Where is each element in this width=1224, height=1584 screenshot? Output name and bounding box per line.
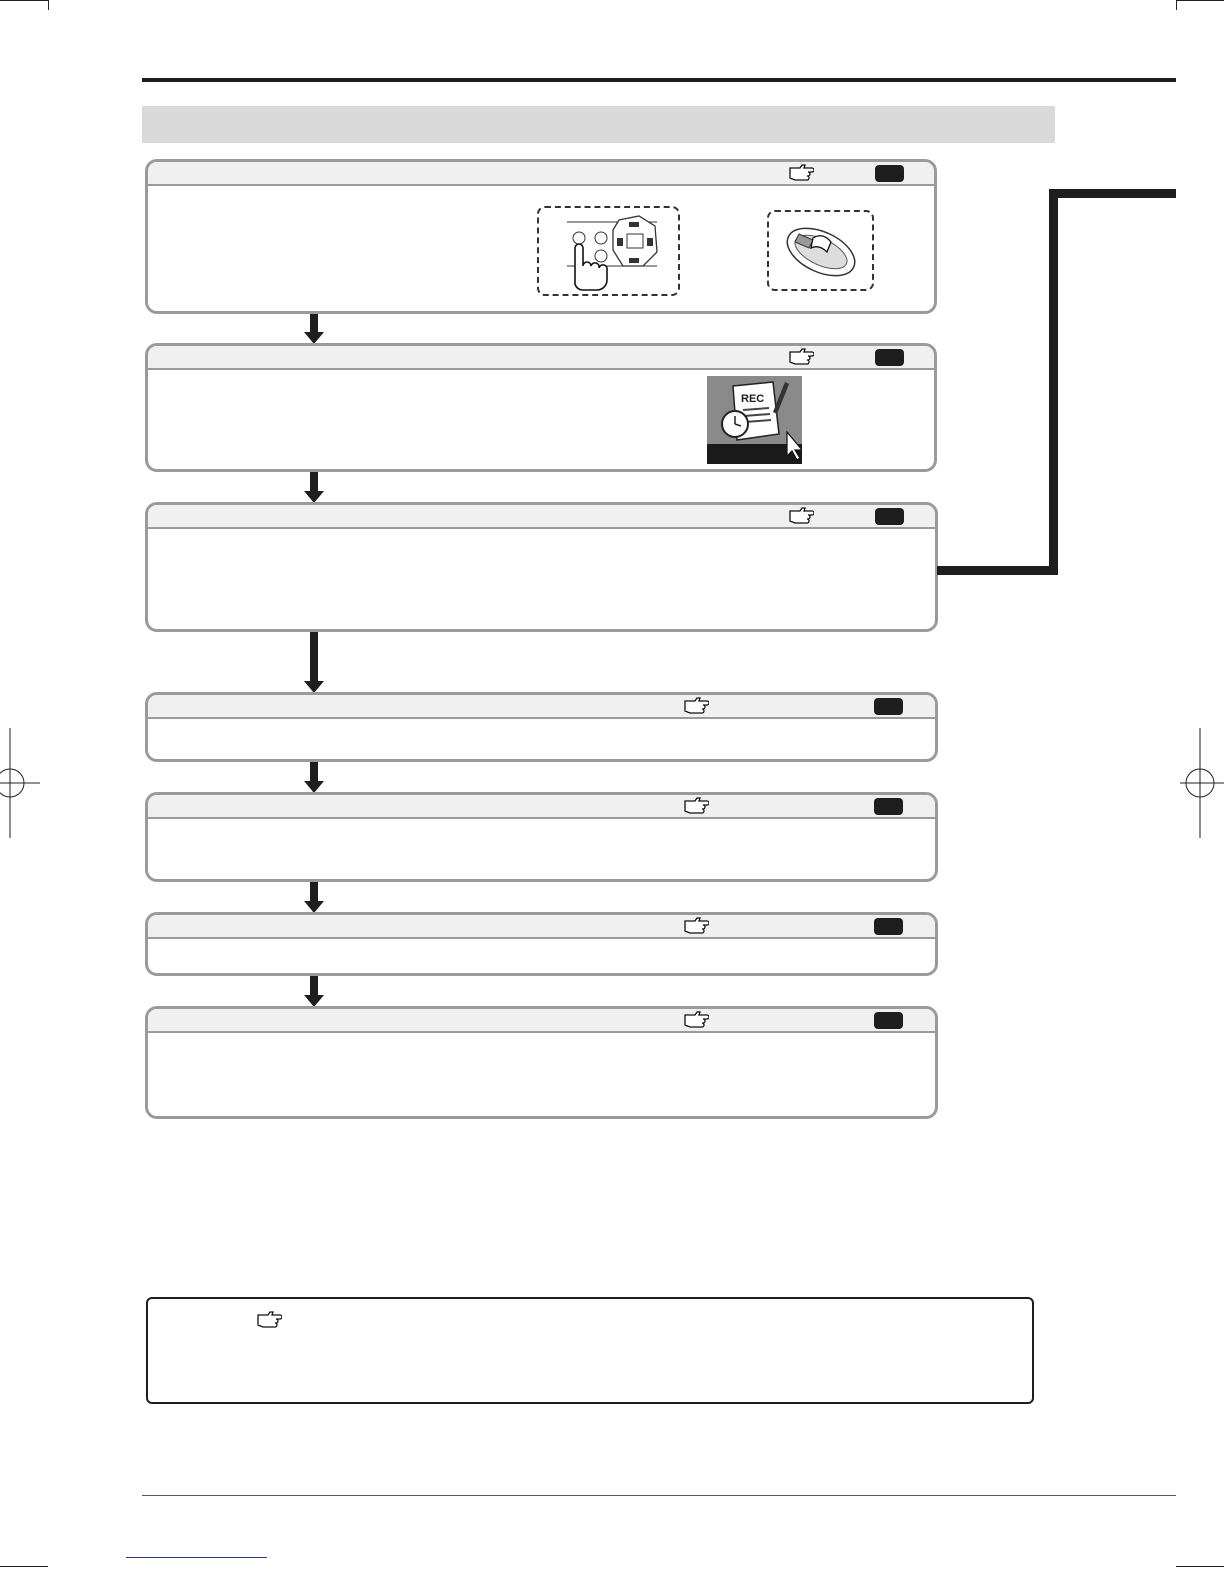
crop-mark-top-right-v (1176, 0, 1177, 10)
pointing-hand-icon (788, 348, 814, 366)
step-6-header (148, 915, 935, 939)
page-ref-badge (875, 165, 904, 182)
step-7-box (145, 1006, 938, 1119)
crop-mark-top-left (0, 0, 48, 1)
flow-arrow-4 (304, 762, 324, 793)
return-path-line-vertical (1049, 189, 1058, 575)
pointing-hand-icon (683, 1011, 709, 1029)
step-1-header (148, 162, 934, 186)
step-3-header (148, 505, 935, 529)
bottom-rule (142, 1495, 1176, 1496)
top-rule (142, 78, 1176, 82)
flow-arrow-6 (304, 976, 324, 1007)
step-6-box (145, 912, 938, 976)
flow-arrow-3 (304, 632, 324, 693)
step-4-box (145, 692, 938, 762)
crop-mark-top-left-v (48, 0, 49, 10)
footer-link-underline[interactable] (126, 1557, 267, 1558)
pointing-hand-icon (683, 797, 709, 815)
step-5-box (145, 792, 938, 882)
page-ref-badge (875, 349, 904, 366)
registration-mark-right (1180, 728, 1224, 838)
crop-mark-bottom-left (0, 1566, 48, 1567)
page-ref-badge (874, 798, 903, 815)
pointing-hand-icon (683, 917, 709, 935)
crop-mark-bottom-right (1176, 1566, 1224, 1567)
step-1-box (145, 159, 937, 314)
return-path-line (937, 566, 1058, 575)
step-5-header (148, 795, 935, 819)
flow-arrow-2 (304, 472, 324, 503)
return-path-line-top (1049, 189, 1176, 198)
registration-mark-left (0, 728, 40, 838)
pointing-hand-icon (683, 697, 709, 715)
step-2-header (148, 346, 934, 370)
page-ref-badge (874, 698, 903, 715)
step-4-header (148, 695, 935, 719)
step-7-header (148, 1009, 935, 1033)
section-band (142, 106, 1055, 143)
flow-arrow-1 (304, 314, 324, 344)
page-ref-badge (875, 508, 904, 525)
pointing-hand-icon (256, 1311, 282, 1329)
rec-icon-label: REC (741, 393, 765, 405)
front-panel-setup-button-illustration (537, 206, 680, 296)
page-ref-badge (874, 918, 903, 935)
step-3-box (145, 502, 938, 632)
flow-arrow-5 (304, 882, 324, 913)
pointing-hand-icon (788, 507, 814, 525)
memo-box (146, 1297, 1034, 1404)
crop-mark-top-right (1176, 0, 1224, 1)
page-ref-badge (874, 1012, 903, 1029)
pointing-hand-icon (788, 164, 814, 182)
step-2-box (145, 343, 937, 472)
rec-schedule-icon (707, 376, 802, 464)
mouse-click-illustration (767, 210, 874, 291)
